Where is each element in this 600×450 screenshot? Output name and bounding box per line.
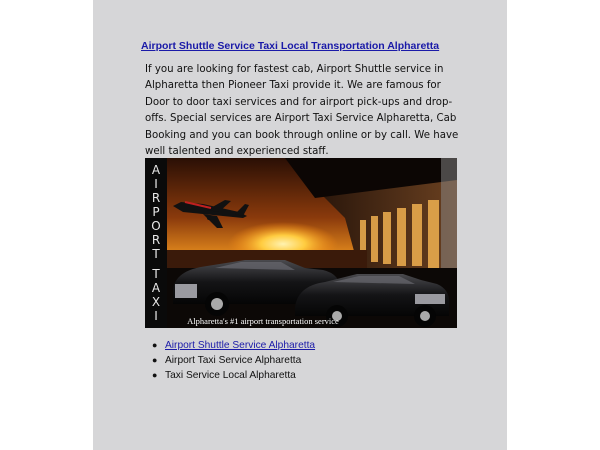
list-item-taxi-local: ● Taxi Service Local Alpharetta bbox=[152, 370, 296, 381]
banner-side-letter: I bbox=[154, 309, 158, 323]
service-list bbox=[151, 338, 315, 383]
banner-side-letter: T bbox=[152, 267, 160, 281]
list-item-airport-shuttle[interactable]: ● Airport Shuttle Service Alpharetta bbox=[152, 340, 316, 351]
bullet-icon: ● bbox=[152, 355, 158, 365]
intro-paragraph: If you are looking for fastest cab, Airport Shuttle service in Alpharetta then Pioneer Taxi provide it. We are famous for Door to door taxi services and for airport pick-ups and drop-offs. Special services are Airport Taxi Service Alpharetta, Cab Booking and you can book through online or by call. We have well talented and experienced staff. bbox=[145, 64, 459, 158]
banner-side-letter: A bbox=[151, 281, 161, 295]
page-title-link[interactable]: Airport Shuttle Service Taxi Local Transportation Alpharetta bbox=[141, 40, 440, 52]
banner-side-letter: I bbox=[154, 177, 158, 191]
banner-side-letter: P bbox=[152, 205, 160, 219]
banner-side-letter: R bbox=[151, 233, 161, 247]
airport-taxi-banner-image bbox=[145, 158, 457, 328]
document-page bbox=[93, 0, 507, 450]
banner-side-letter: X bbox=[151, 295, 161, 309]
banner-side-letter: A bbox=[151, 163, 161, 177]
bullet-icon: ● bbox=[152, 340, 158, 350]
banner-caption: Alpharetta's #1 airport transportation service bbox=[187, 316, 339, 326]
bullet-icon: ● bbox=[152, 370, 158, 380]
list-item-airport-taxi: ● Airport Taxi Service Alpharetta bbox=[152, 355, 302, 366]
banner-side-letter: R bbox=[151, 191, 161, 205]
banner-side-letter: T bbox=[152, 247, 160, 261]
banner-side-letter: O bbox=[151, 219, 161, 233]
